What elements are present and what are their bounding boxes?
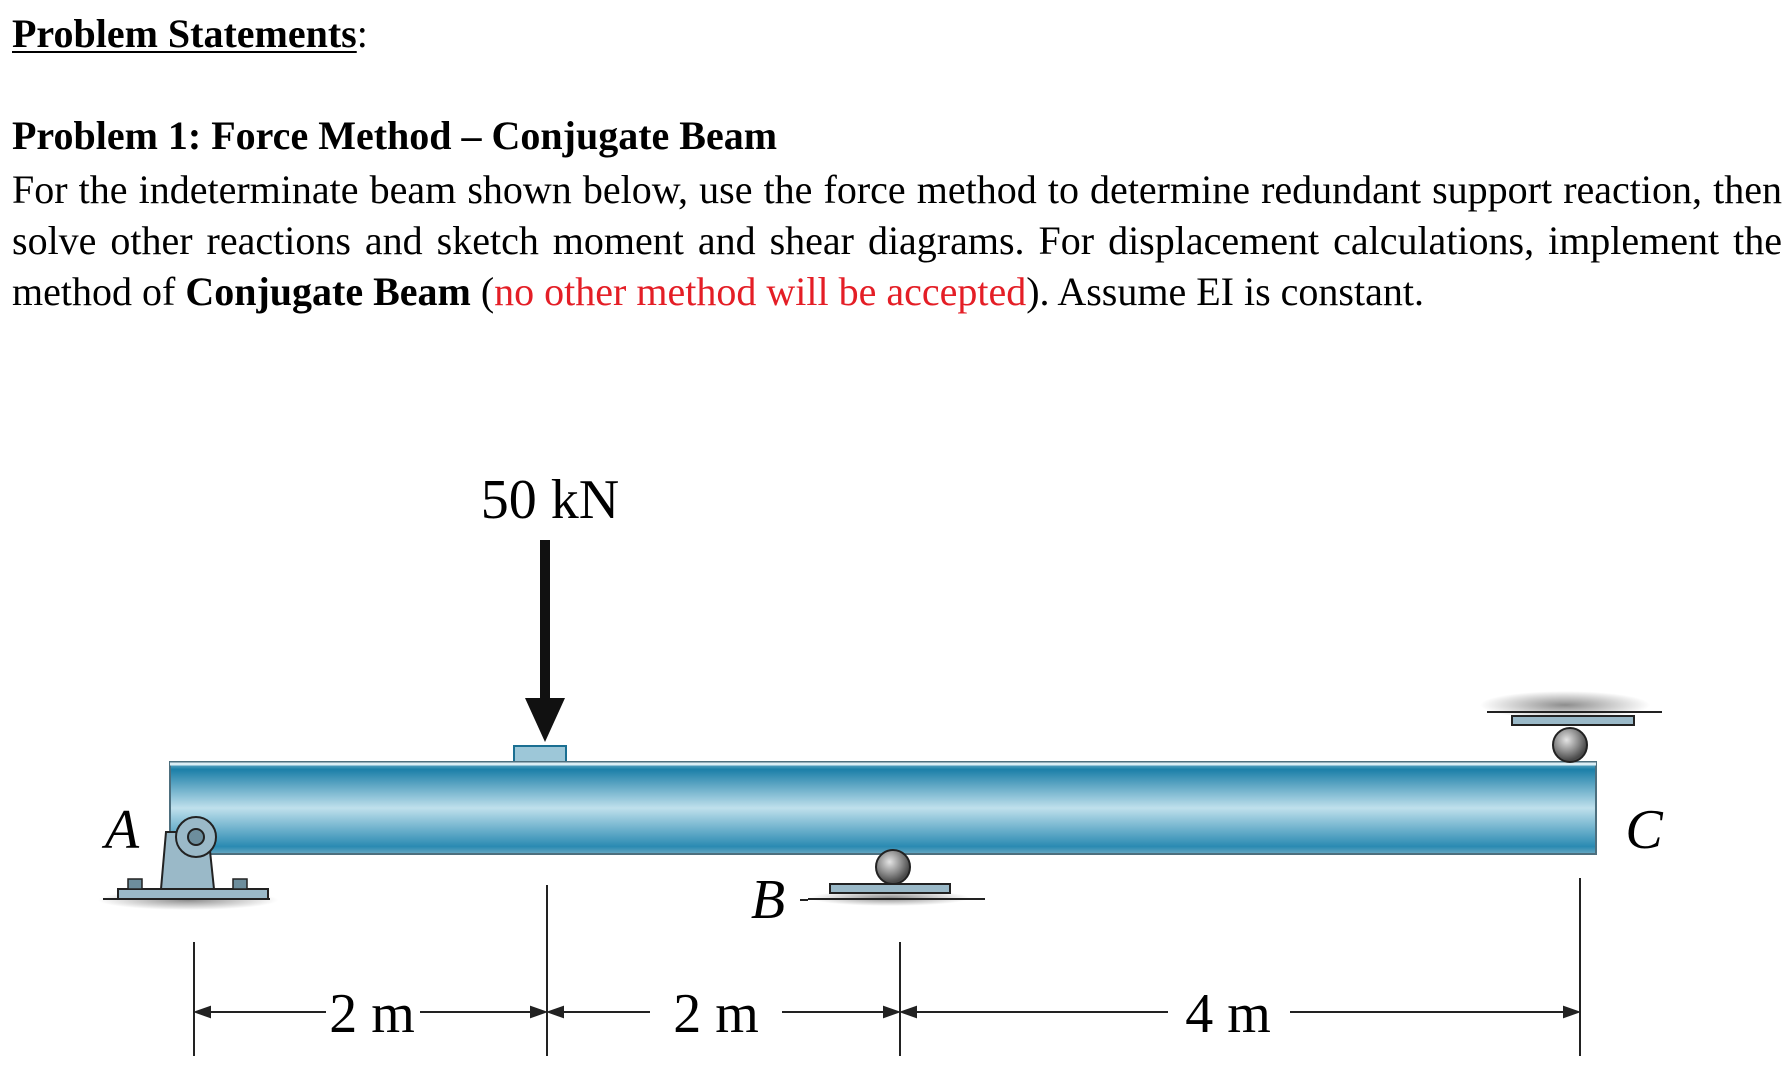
dimension-label-2: 2 m (673, 983, 759, 1045)
support-a-label: A (104, 799, 140, 861)
dimension-label-1: 2 m (329, 983, 415, 1045)
support-c-label: C (1625, 799, 1663, 861)
dimension-label-3: 4 m (1185, 983, 1271, 1045)
load-arrow (514, 540, 566, 762)
problem-statement: For the indeterminate beam shown below, use the force method to determine redundant support reaction, then solve other reactions and sketch moment and shear diagrams. For displacement calculations, implement the method of Conjugate Beam (no other method will be accepted). Assume EI is constant. (12, 167, 1782, 314)
method-warning: no other method will be accepted (494, 269, 1027, 314)
heading-text: Problem Statements (12, 11, 357, 56)
assumption-text: Assume EI is constant. (1049, 269, 1424, 314)
roller-support-c (1480, 691, 1662, 762)
problem-title: Problem 1: Force Method – Conjugate Beam (12, 113, 778, 158)
statement-text: For the indeterminate beam shown below, use the force method to determine redundant support reaction, then solve other reactions and sketch moment and shear diagrams. For displacement calculations, implement the method of (12, 167, 1782, 314)
roller-support-b (808, 850, 985, 906)
support-b-label: B (750, 869, 786, 931)
method-name: Conjugate Beam (185, 269, 471, 314)
load-label: 50 kN (480, 469, 620, 531)
beam (170, 762, 1596, 854)
heading-colon: : (356, 11, 368, 56)
